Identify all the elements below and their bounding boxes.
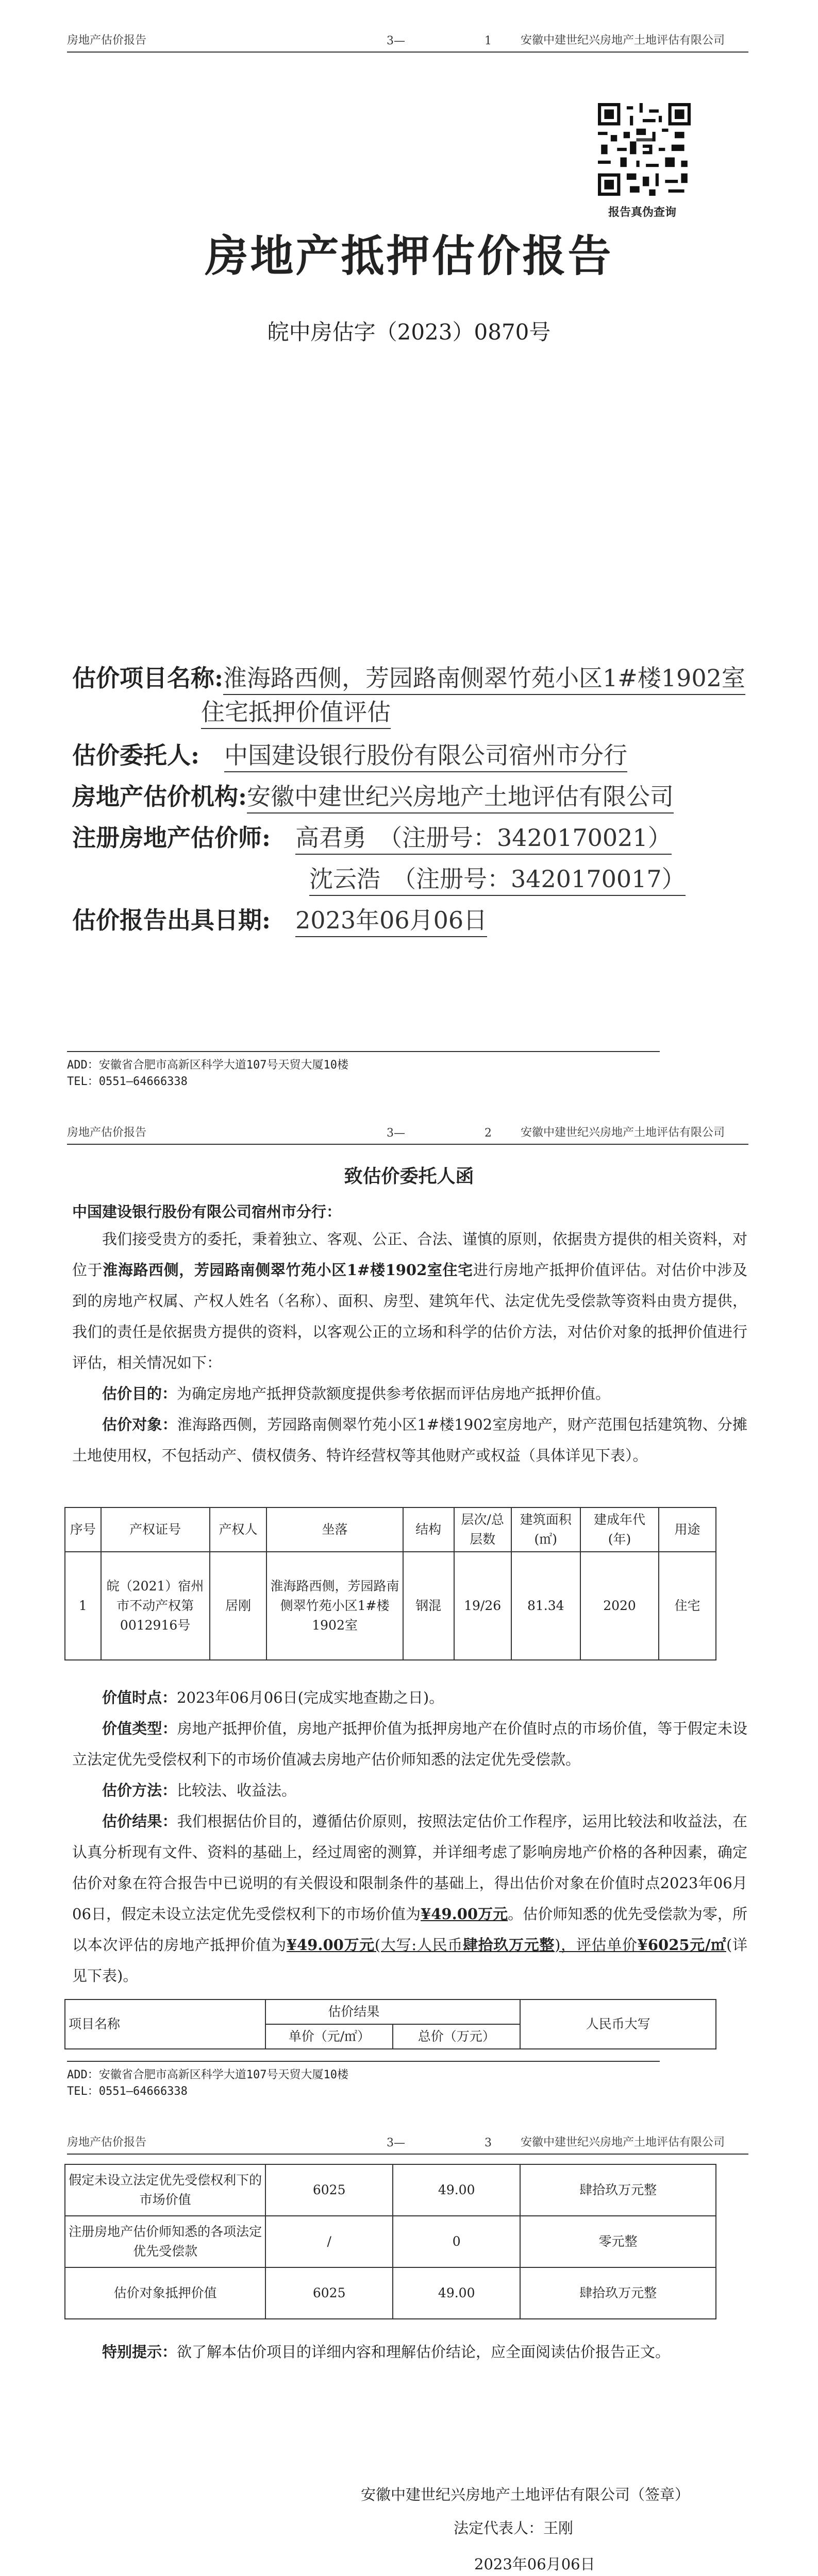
- letter-intro: 我们接受贵方的委托，秉着独立、客观、公正、合法、谨慎的原则，依据贵方提供的相关资料，对位于淮海路西侧，芳园路南侧翠竹苑小区1#楼1902室住宅进行房地产抵押价值评估。对估价中涉及到的房地产权属、产权人姓名（名称）、面积、房型、建筑年代、法定优先受偿款等资料由贵方提供，我们的责任是依据贵方提供的资料，以客观公正的立场和科学的估价方法，对估价对象的抵押价值进行评估，相关情况如下：: [72, 1230, 747, 1371]
- page-header: 房地产估价报告 3— 2 安徽中建世纪兴房地产土地评估有限公司: [67, 1123, 748, 1145]
- signature-date: 2023年06月06日: [474, 2555, 595, 2573]
- special-tip: 特别提示：欲了解本估价项目的详细内容和理解估价结论，应全面阅读估价报告正文。: [102, 2343, 671, 2361]
- result-table-head: 项目名称 估价结果 人民币大写 单价（元/㎡） 总价（万元）: [64, 1999, 716, 2049]
- report-number: 皖中房估字（2023）0870号: [267, 319, 551, 345]
- mortgage-value: ¥49.00万元: [286, 1936, 375, 1954]
- footer-address: ADD：安徽省合肥市高新区科学大道107号天贸大厦10楼: [67, 1059, 348, 1072]
- page-footer: ADD：安徽省合肥市高新区科学大道107号天贸大厦10楼 TEL：0551—64666338: [67, 2061, 634, 2100]
- issue-date-value: 2023年06月06日: [295, 906, 487, 937]
- signature-company: 安徽中建世纪兴房地产土地评估有限公司（签章）: [361, 2486, 690, 2503]
- report-title: 房地产抵押估价报告: [205, 230, 613, 281]
- property-table: [64, 1507, 716, 1660]
- header-page-prefix: 3—: [387, 35, 405, 47]
- project-name-value: 淮海路西侧，芳园路南侧翠竹苑小区1#楼1902室: [223, 664, 745, 695]
- property-name: 淮海路西侧，芳园路南侧翠竹苑小区1#楼1902室住宅: [103, 1261, 473, 1279]
- page-header: [67, 31, 748, 53]
- page-header: 房地产估价报告 3— 3 安徽中建世纪兴房地产土地评估有限公司: [67, 2133, 748, 2155]
- field-project-name-line2: 住宅抵押价值评估: [201, 693, 391, 727]
- field-project-name: 估价项目名称:淮海路西侧，芳园路南侧翠竹苑小区1#楼1902室: [72, 659, 745, 693]
- mortgage-value-words: 肆拾玖万元整: [462, 1936, 555, 1954]
- field-agency: 房地产估价机构:安徽中建世纪兴房地产土地评估有限公司: [72, 778, 674, 812]
- continuation-page: [0, 2133, 818, 2576]
- cover-page: [0, 0, 818, 1123]
- market-value: ¥49.00万元: [421, 1905, 508, 1923]
- field-issue-date: 估价报告出具日期: 2023年06月06日: [72, 902, 487, 936]
- field-appraisers: 注册房地产估价师: 高君勇 （注册号：3420170021）: [72, 819, 672, 853]
- table-row: 估价对象抵押价值 6025 49.00 肆拾玖万元整: [65, 2267, 716, 2319]
- value-type-paragraph: 价值类型：房地产抵押价值，房地产抵押价值为抵押房地产在价值时点的市场价值，等于假定未设立法定优先受偿权利下的市场价值减去房地产估价师知悉的法定优先受偿款。: [72, 1720, 747, 1768]
- letter-title: 致估价委托人函: [344, 1165, 474, 1187]
- agency-value: 安徽中建世纪兴房地产土地评估有限公司: [247, 783, 674, 814]
- footer-tel: TEL：0551—64666338: [67, 1075, 188, 1088]
- letter-page: [0, 1123, 818, 2133]
- header-page-number: 3: [485, 2137, 492, 2149]
- unit-price: ¥6025元/㎡: [637, 1936, 726, 1954]
- appraiser-2: 沈云浩 （注册号：3420170017）: [309, 865, 686, 896]
- purpose-paragraph: 估价目的：为确定房地产抵押贷款额度提供参考依据而评估房地产抵押价值。: [102, 1385, 611, 1402]
- table-row: 假定未设立法定优先受偿权利下的市场价值 6025 49.00 肆拾玖万元整: [65, 2164, 716, 2216]
- field-appraisers-line2: [309, 860, 686, 894]
- qr-code: [598, 103, 691, 196]
- letter-addressee: 中国建设银行股份有限公司宿州市分行：: [72, 1203, 342, 1221]
- table-row: 1 皖（2021）宿州市不动产权第0012916号 居刚 淮海路西侧，芳园路南侧翠竹苑小区1#楼1902室 钢混 19/26 81.34 2020 住宅: [65, 1552, 716, 1660]
- object-paragraph: 估价对象：淮海路西侧，芳园路南侧翠竹苑小区1#楼1902室房地产，财产范围包括建筑物、分摊土地使用权，不包括动产、债权债务、特许经营权等其他财产或权益（具体详见下表）。: [72, 1416, 747, 1464]
- value-time-paragraph: 价值时点：2023年06月06日(完成实地查勘之日)。: [102, 1689, 444, 1706]
- result-paragraph: 估价结果：我们根据估价目的，遵循估价原则，按照法定估价工作程序，运用比较法和收益法，在认真分析现有文件、资料的基础上，经过周密的测算，并详细考虑了影响房地产价格的各种因素，确定估价对象在符合报告中已说明的有关假设和限制条件的基础上，得出估价对象在价值时点2023年06月06日，假定未设立法定优先受偿权利下的市场价值为¥49.00万元。估价师知悉的优先受偿款为零，所以本次评估的房地产抵押价值为¥49.00万元(大写:人民币肆拾玖万元整)，评估单价¥6025元/㎡(详见下表)。: [72, 1812, 747, 1985]
- header-company: 安徽中建世纪兴房地产土地评估有限公司: [521, 34, 725, 47]
- table-row: 注册房地产估价师知悉的各项法定优先受偿款 / 0 零元整: [65, 2216, 716, 2267]
- method-paragraph: 估价方法：比较法、收益法。: [102, 1782, 297, 1799]
- header-title: 房地产估价报告: [67, 34, 147, 47]
- table-header-row: 序号 产权证号 产权人 坐落 结构 层次/总层数 建筑面积(㎡) 建成年代(年) 用途: [65, 1507, 716, 1552]
- header-page-number: 2: [485, 1127, 492, 1140]
- result-item-header: 项目名称: [65, 1999, 265, 2049]
- appraiser-1: 高君勇 （注册号：3420170021）: [295, 824, 672, 855]
- page-footer: [67, 1051, 634, 1090]
- header-page-number: 1: [485, 35, 492, 47]
- result-table: [64, 2164, 716, 2319]
- legal-representative: 法定代表人：王刚: [454, 2519, 574, 2537]
- field-client: 估价委托人: 中国建设银行股份有限公司宿州市分行: [72, 737, 627, 771]
- client-value: 中国建设银行股份有限公司宿州市分行: [224, 741, 627, 772]
- qr-caption: 报告真伪查询: [608, 206, 677, 219]
